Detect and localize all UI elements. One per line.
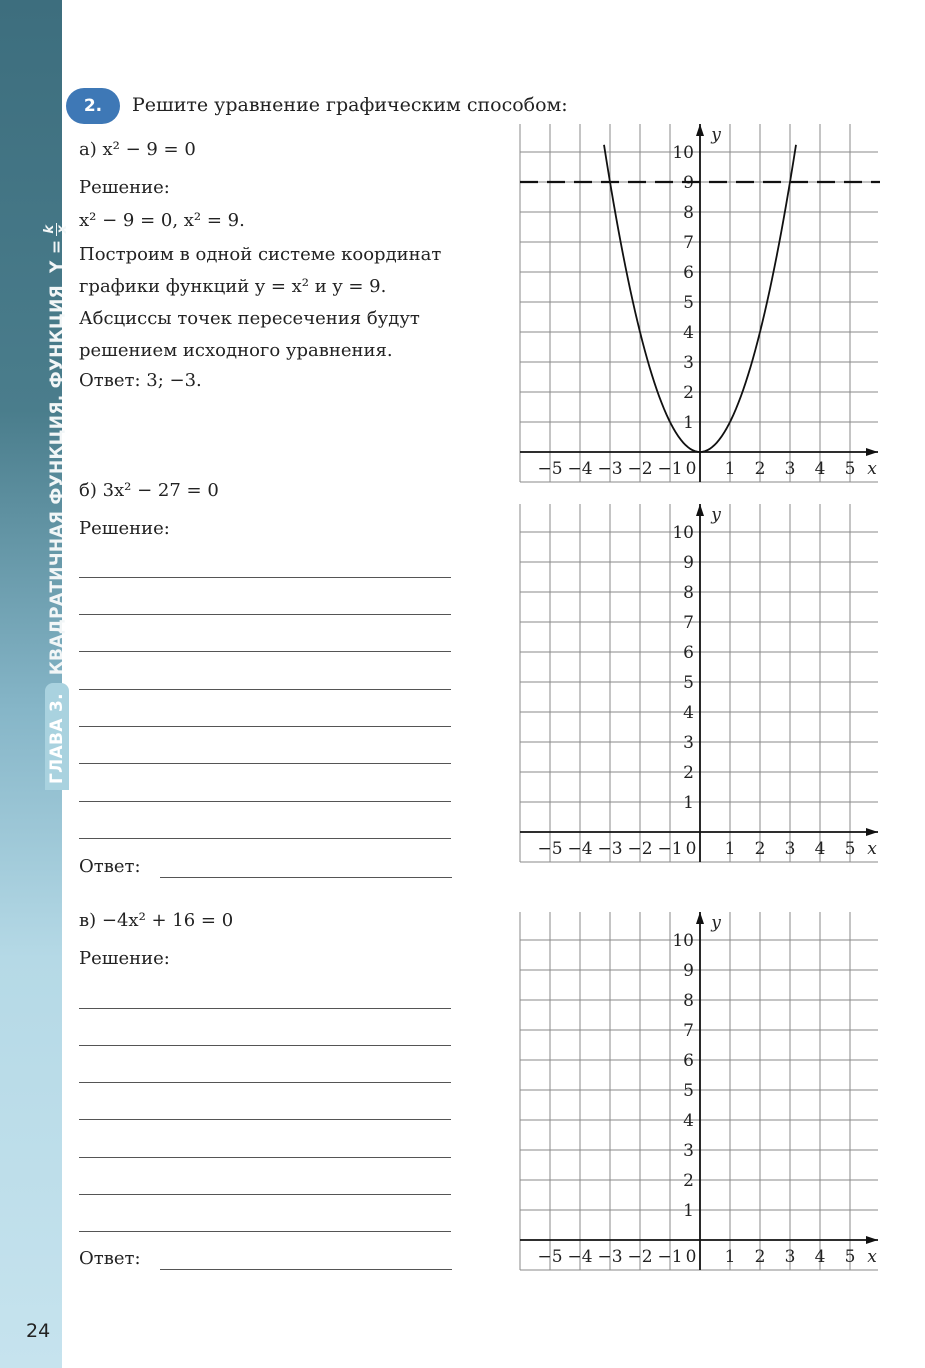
part-c-solution-label: Решение:: [79, 948, 170, 969]
y-tick-label: 5: [683, 1081, 694, 1101]
y-tick-label: 7: [683, 1021, 694, 1041]
y-axis-arrow: [696, 504, 704, 516]
x-tick-label: −1: [657, 459, 683, 479]
x-tick-label: 1: [724, 1247, 736, 1267]
x-tick-label: −2: [627, 459, 653, 479]
part-b-writing-line[interactable]: [79, 838, 451, 839]
part-b-solution-label: Решение:: [79, 518, 170, 539]
part-c-writing-line[interactable]: [79, 1157, 451, 1158]
y-tick-label: 10: [672, 143, 694, 163]
x-tick-label: −1: [657, 1247, 683, 1267]
x-tick-label: 4: [814, 459, 826, 479]
y-tick-label: 6: [683, 263, 694, 283]
part-a-solution-label: Решение:: [79, 177, 170, 198]
formula-numerator: k: [42, 224, 57, 234]
chapter-number: ГЛАВА 3.: [45, 683, 69, 790]
y-tick-label: 7: [683, 233, 694, 253]
graph-b-svg[interactable]: [520, 504, 878, 862]
y-tick-label: 9: [683, 173, 694, 193]
y-axis-label: y: [711, 913, 721, 933]
x-tick-label: 3: [784, 839, 796, 859]
x-tick-label: −5: [537, 459, 563, 479]
x-tick-label: 0: [685, 459, 697, 479]
task-number-badge: 2.: [66, 88, 120, 124]
x-tick-label: 3: [784, 1247, 796, 1267]
formula-fraction: [44, 223, 69, 236]
x-axis-label: x: [867, 459, 877, 479]
y-tick-label: 10: [672, 931, 694, 951]
graph-c[interactable]: [520, 912, 878, 1270]
part-b-writing-line[interactable]: [79, 763, 451, 764]
part-a-equation: а) x² − 9 = 0: [79, 139, 196, 160]
x-tick-label: −4: [567, 459, 593, 479]
part-b-writing-line[interactable]: [79, 614, 451, 615]
part-c-answer-label: Ответ:: [79, 1248, 141, 1269]
y-tick-label: 7: [683, 613, 694, 633]
y-tick-label: 2: [683, 1171, 694, 1191]
x-tick-label: 0: [685, 1247, 697, 1267]
x-tick-label: −2: [627, 839, 653, 859]
part-b-answer-line[interactable]: [160, 877, 452, 878]
x-tick-label: 3: [784, 459, 796, 479]
formula-denominator: x: [55, 224, 70, 234]
y-axis-label: y: [711, 505, 721, 525]
y-tick-label: 9: [683, 961, 694, 981]
chapter-formula: [44, 223, 69, 273]
y-tick-label: 4: [683, 1111, 694, 1131]
part-c-writing-line[interactable]: [79, 1082, 451, 1083]
part-c-answer-line[interactable]: [160, 1269, 452, 1270]
x-tick-label: −5: [537, 1247, 563, 1267]
x-axis-arrow: [866, 448, 878, 456]
part-c-equation: в) −4x² + 16 = 0: [79, 910, 234, 931]
part-c-writing-line[interactable]: [79, 1119, 451, 1120]
x-tick-label: −3: [597, 1247, 623, 1267]
part-b-equation: б) 3x² − 27 = 0: [79, 480, 219, 501]
y-tick-label: 4: [683, 323, 694, 343]
graph-a: [520, 124, 878, 482]
y-tick-label: 1: [683, 793, 694, 813]
y-axis-arrow: [696, 124, 704, 136]
x-tick-label: 0: [685, 839, 697, 859]
x-tick-label: −2: [627, 1247, 653, 1267]
y-tick-label: 6: [683, 1051, 694, 1071]
y-tick-label: 8: [683, 991, 694, 1011]
part-a-line: графики функций y = x² и y = 9.: [79, 276, 387, 297]
x-axis-label: x: [867, 839, 877, 859]
part-c-writing-line[interactable]: [79, 1231, 451, 1232]
part-b-writing-line[interactable]: [79, 577, 451, 578]
y-tick-label: 2: [683, 763, 694, 783]
graph-a-svg: [520, 124, 878, 482]
x-tick-label: −1: [657, 839, 683, 859]
y-tick-label: 4: [683, 703, 694, 723]
y-tick-label: 5: [683, 673, 694, 693]
y-tick-label: 8: [683, 583, 694, 603]
y-tick-label: 10: [672, 523, 694, 543]
x-tick-label: −5: [537, 839, 563, 859]
part-b-writing-line[interactable]: [79, 726, 451, 727]
formula-lhs: Y =: [46, 239, 67, 274]
part-a-line: Построим в одной системе координат: [79, 244, 442, 265]
y-tick-label: 1: [683, 1201, 694, 1221]
part-b-writing-line[interactable]: [79, 651, 451, 652]
y-tick-label: 6: [683, 643, 694, 663]
part-a-line: x² − 9 = 0, x² = 9.: [79, 210, 245, 231]
part-b-writing-line[interactable]: [79, 801, 451, 802]
graph-c-svg[interactable]: [520, 912, 878, 1270]
x-tick-label: −3: [597, 839, 623, 859]
part-c-writing-line[interactable]: [79, 1194, 451, 1195]
x-tick-label: 4: [814, 1247, 826, 1267]
chapter-sidebar: [0, 0, 70, 1368]
x-tick-label: −4: [567, 1247, 593, 1267]
x-axis-arrow: [866, 1236, 878, 1244]
x-tick-label: −3: [597, 459, 623, 479]
part-a-line: решением исходного уравнения.: [79, 340, 393, 361]
y-tick-label: 5: [683, 293, 694, 313]
x-tick-label: 5: [844, 459, 856, 479]
part-a-answer: Ответ: 3; −3.: [79, 370, 202, 391]
y-axis-label: y: [711, 125, 721, 145]
chapter-header: [44, 223, 69, 790]
x-tick-label: 1: [724, 459, 736, 479]
part-c-writing-line[interactable]: [79, 1045, 451, 1046]
part-b-writing-line[interactable]: [79, 689, 451, 690]
x-tick-label: 5: [844, 1247, 856, 1267]
y-tick-label: 2: [683, 383, 694, 403]
x-tick-label: 1: [724, 839, 736, 859]
x-axis-label: x: [867, 1247, 877, 1267]
x-tick-label: 2: [754, 839, 766, 859]
part-c-writing-line[interactable]: [79, 1008, 451, 1009]
page-number: 24: [26, 1320, 51, 1342]
part-a-line: Абсциссы точек пересечения будут: [79, 308, 420, 329]
chapter-title: КВАДРАТИЧНАЯ ФУНКЦИЯ. ФУНКЦИЯ: [46, 285, 67, 676]
y-tick-label: 9: [683, 553, 694, 573]
x-tick-label: 4: [814, 839, 826, 859]
task-title: Решите уравнение графическим способом:: [132, 94, 568, 116]
x-tick-label: 2: [754, 459, 766, 479]
y-axis-arrow: [696, 912, 704, 924]
y-tick-label: 3: [683, 353, 694, 373]
x-axis-arrow: [866, 828, 878, 836]
y-tick-label: 3: [683, 733, 694, 753]
y-tick-label: 8: [683, 203, 694, 223]
x-tick-label: 2: [754, 1247, 766, 1267]
y-tick-label: 3: [683, 1141, 694, 1161]
graph-b[interactable]: [520, 504, 878, 862]
y-tick-label: 1: [683, 413, 694, 433]
x-tick-label: −4: [567, 839, 593, 859]
x-tick-label: 5: [844, 839, 856, 859]
part-b-answer-label: Ответ:: [79, 856, 141, 877]
